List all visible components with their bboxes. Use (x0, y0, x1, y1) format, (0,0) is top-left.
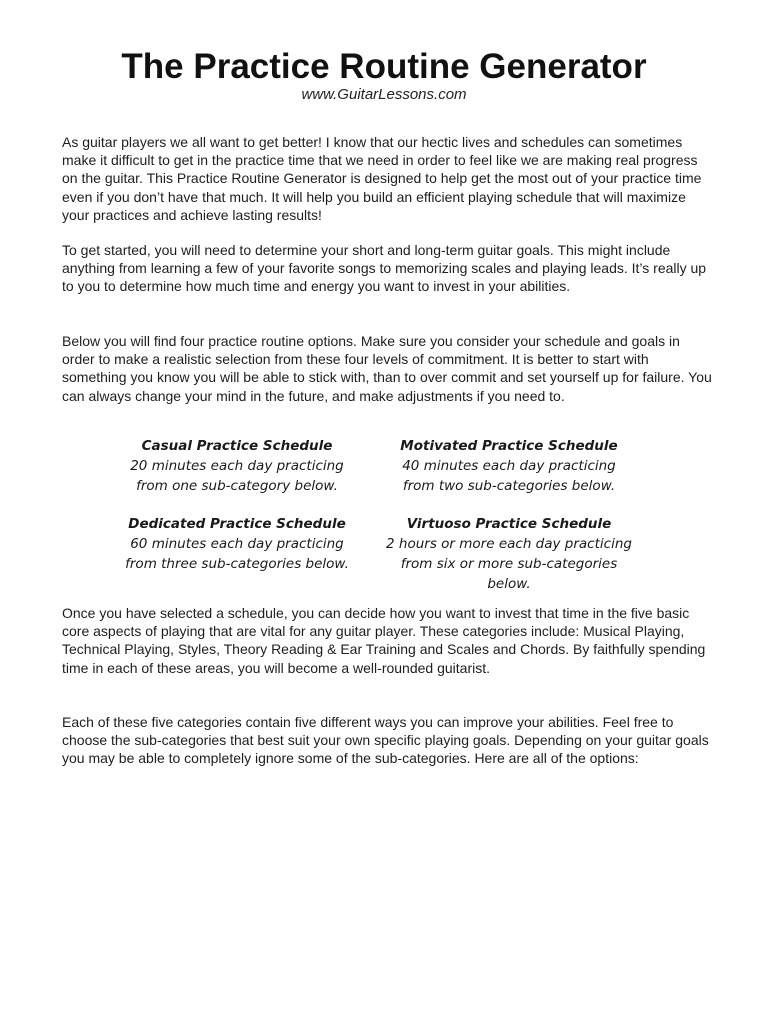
casual-schedule-scope: from one sub-category below. (136, 478, 338, 494)
dedicated-schedule-duration: 60 minutes each day practicing (130, 536, 344, 552)
casual-schedule (107, 436, 367, 496)
motivated-schedule-scope: from two sub-categories below. (402, 478, 616, 494)
categories-paragraph: Once you have selected a schedule, you can decide how you want to invest that time in the five basic core aspects of playing that are vital for any guitar player. These categories include: Musical Playing, Technical Playing, Styles, Theory Reading & Ear Training and Scales and Chords. By faithfully spending time in each of these areas, you will become a well-rounded guitarist. (62, 605, 706, 676)
virtuoso-schedule-duration: 2 hours or more each day practicing (386, 536, 632, 552)
virtuoso-schedule-title: Virtuoso Practice Schedule (406, 516, 612, 532)
website-url: www.GuitarLessons.com (301, 86, 467, 103)
dedicated-schedule-title: Dedicated Practice Schedule (128, 516, 346, 532)
dedicated-schedule-scope: from three sub-categories below. (125, 556, 349, 572)
motivated-schedule-duration: 40 minutes each day practicing (402, 458, 616, 474)
virtuoso-schedule (379, 514, 639, 594)
goals-paragraph: To get started, you will need to determine your short and long-term guitar goals. This might include anything from learning a few of your favorite songs to memorizing scales and playing leads. It’s really up to you to determine how much time and energy you want to invest in your abilities. (62, 242, 707, 295)
page-title: The Practice Routine Generator (121, 47, 647, 86)
virtuoso-schedule-scope: from six or more sub-categories below. (400, 556, 618, 592)
options-paragraph: Below you will find four practice routine options. Make sure you consider your schedule and goals in order to make a realistic selection from these four levels of commitment. It is better to start with something you know you will be able to stick with, than to over commit and set yourself up for failure. You can always change your mind in the future, and make adjustments if you need to. (62, 333, 712, 404)
motivated-schedule (379, 436, 639, 496)
motivated-schedule-title: Motivated Practice Schedule (400, 438, 618, 454)
intro-paragraph: As guitar players we all want to get better! I know that our hectic lives and schedules can sometimes make it difficult to get in the practice time that we need in order to feel like we are making real progress on the guitar. This Practice Routine Generator is designed to help get the most out of your practice time even if you don’t have that much. It will help you build an efficient playing schedule that will maximize your practices and achieve lasting results! (62, 134, 702, 223)
casual-schedule-title: Casual Practice Schedule (141, 438, 333, 454)
subcategories-paragraph: Each of these five categories contain five different ways you can improve your abilities. Feel free to choose the sub-categories that best suit your own specific playing goals. Depending on your guitar goals you may be able to completely ignore some of the sub-categories. Here are all of the options: (62, 714, 709, 767)
dedicated-schedule (107, 514, 367, 574)
casual-schedule-duration: 20 minutes each day practicing (130, 458, 344, 474)
